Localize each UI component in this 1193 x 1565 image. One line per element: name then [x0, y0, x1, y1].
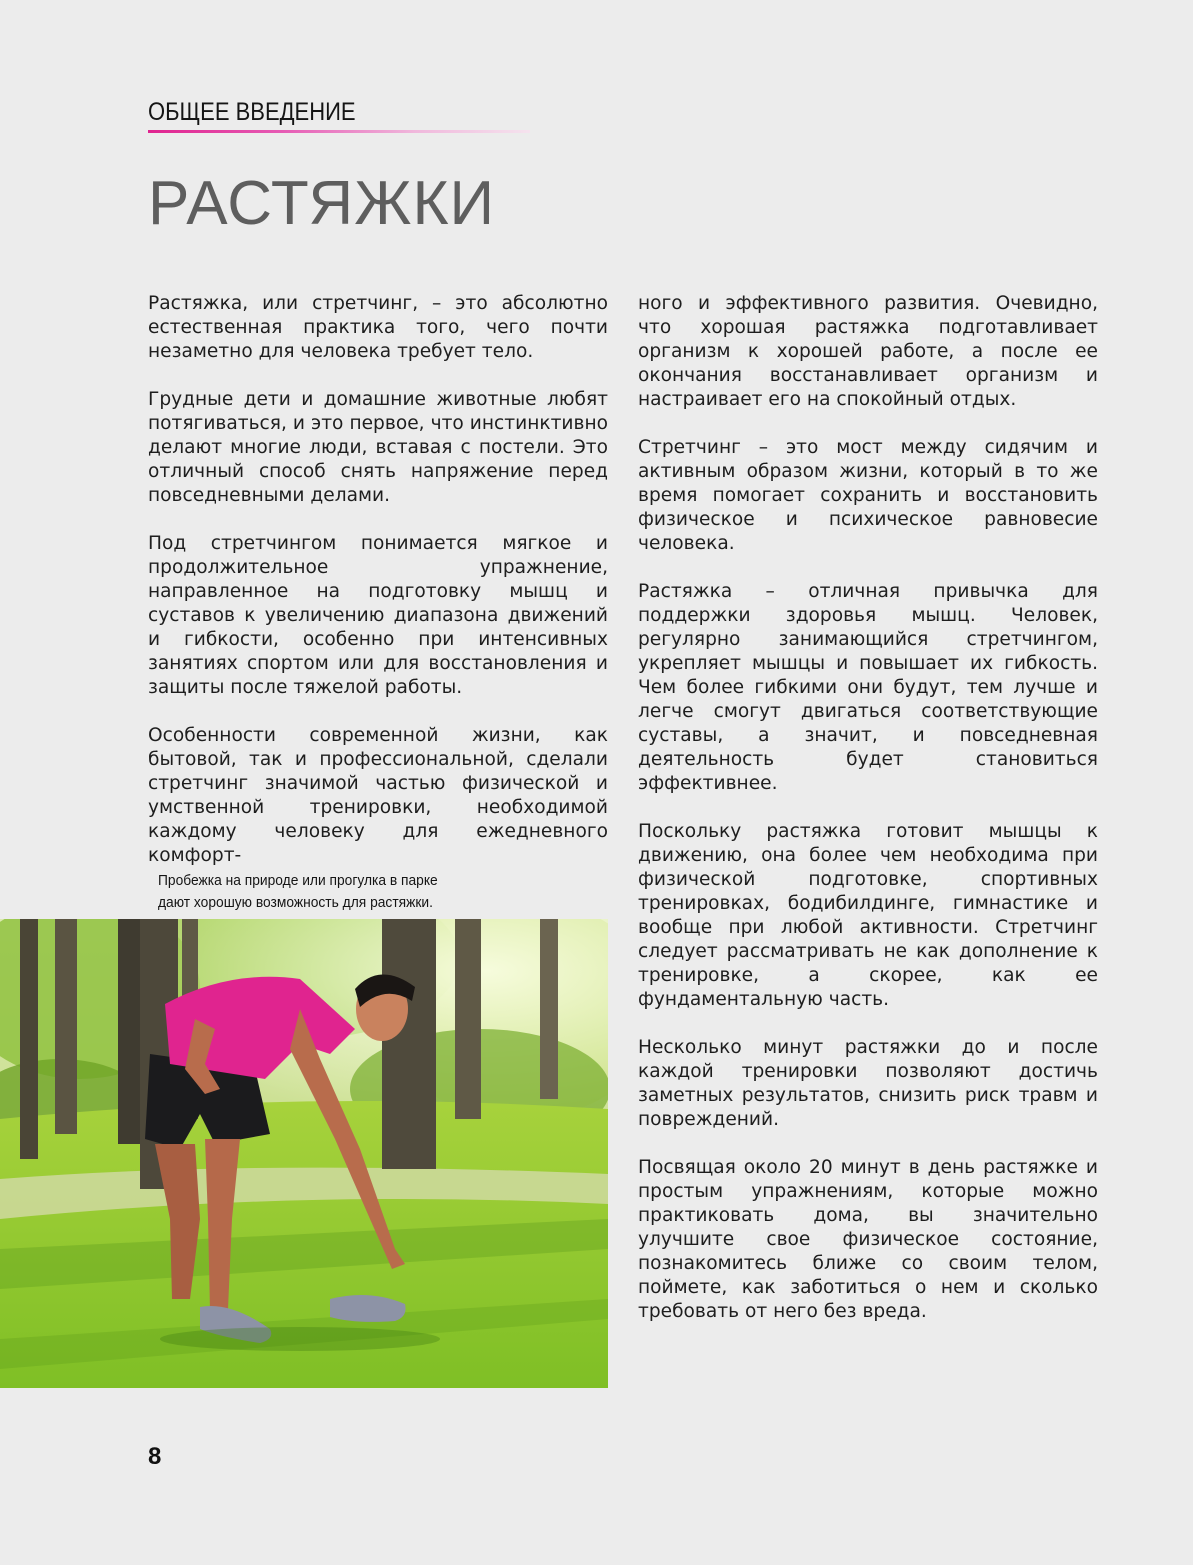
- section-rule: [148, 130, 530, 133]
- paragraph: Особенности современной жизни, как бытовой, так и профессиональной, сделали стретчинг значимой частью физической и умственной тренировки, необходимой каждому человеку для ежедневного комфорт-: [148, 725, 608, 866]
- right-column: [638, 292, 1098, 1348]
- caption-line: Пробежка на природе или прогулка в парке: [158, 872, 438, 889]
- paragraph: Несколько минут растяжки до и после каждой тренировки позволяют достичь заметных результатов, снизить риск травм и повреждений.: [638, 1037, 1098, 1130]
- paragraph: ного и эффективного развития. Очевидно, что хорошая растяжка подготавливает организм к хорошей работе, а после ее окончания восстанавливает организм и настраивает его на спокойный отдых.: [638, 293, 1098, 410]
- paragraph: Грудные дети и домашние животные любят потягиваться, и это первое, что инстинктивно делают многие люди, вставая с постели. Это отличный способ снять напряжение перед повседневными делами.: [148, 389, 608, 506]
- page-number: 8: [148, 1443, 162, 1470]
- photo-illustration: [0, 919, 608, 1388]
- paragraph: Растяжка, или стретчинг, – это абсолютно естественная практика того, чего почти незаметно для человека требует тело.: [148, 293, 608, 362]
- paragraph: Поскольку растяжка готовит мышцы к движению, она более чем необходима при физической подготовке, спортивных тренировках, бодибилдинге, гимнастике и вообще при любой активности. Стретчинг следует рассматривать не как дополнение к тренировке, а скорее, как ее фундаментальную часть.: [638, 821, 1098, 1010]
- paragraph: Стретчинг – это мост между сидячим и активным образом жизни, который в то же время помогает сохранить и восстановить физическое и психическое равновесие человека.: [638, 437, 1098, 554]
- left-column: [148, 292, 608, 892]
- caption-line: дают хорошую возможность для растяжки.: [158, 894, 433, 911]
- paragraph: Растяжка – отличная привычка для поддержки здоровья мышц. Человек, регулярно занимающийся стретчингом, укрепляет мышцы и повышает их гибкость. Чем более гибкими они будут, тем лучше и легче смогут двигаться соответствующие суставы, а значит, и повседневная деятельность будет становиться эффективнее.: [638, 581, 1098, 794]
- section-label: ОБЩЕЕ ВВЕДЕНИЕ: [148, 98, 356, 126]
- figure-caption: [158, 870, 471, 914]
- page-title: РАСТЯЖКИ: [148, 169, 496, 238]
- park-stretching-photo: [0, 919, 608, 1388]
- paragraph: Посвящая около 20 минут в день растяжке и простым упражнениям, которые можно практиковать дома, вы значительно улучшите свое физическое состояние, познакомитесь ближе со своим телом, поймете, как заботиться о нем и сколько требовать от него без вреда.: [638, 1157, 1098, 1322]
- paragraph: Под стретчингом понимается мягкое и продолжительное упражнение, направленное на подготовку мышц и суставов к увеличению диапазона движений и гибкости, особенно при интенсивных занятиях спортом или для восстановления и защиты после тяжелой работы.: [148, 533, 608, 698]
